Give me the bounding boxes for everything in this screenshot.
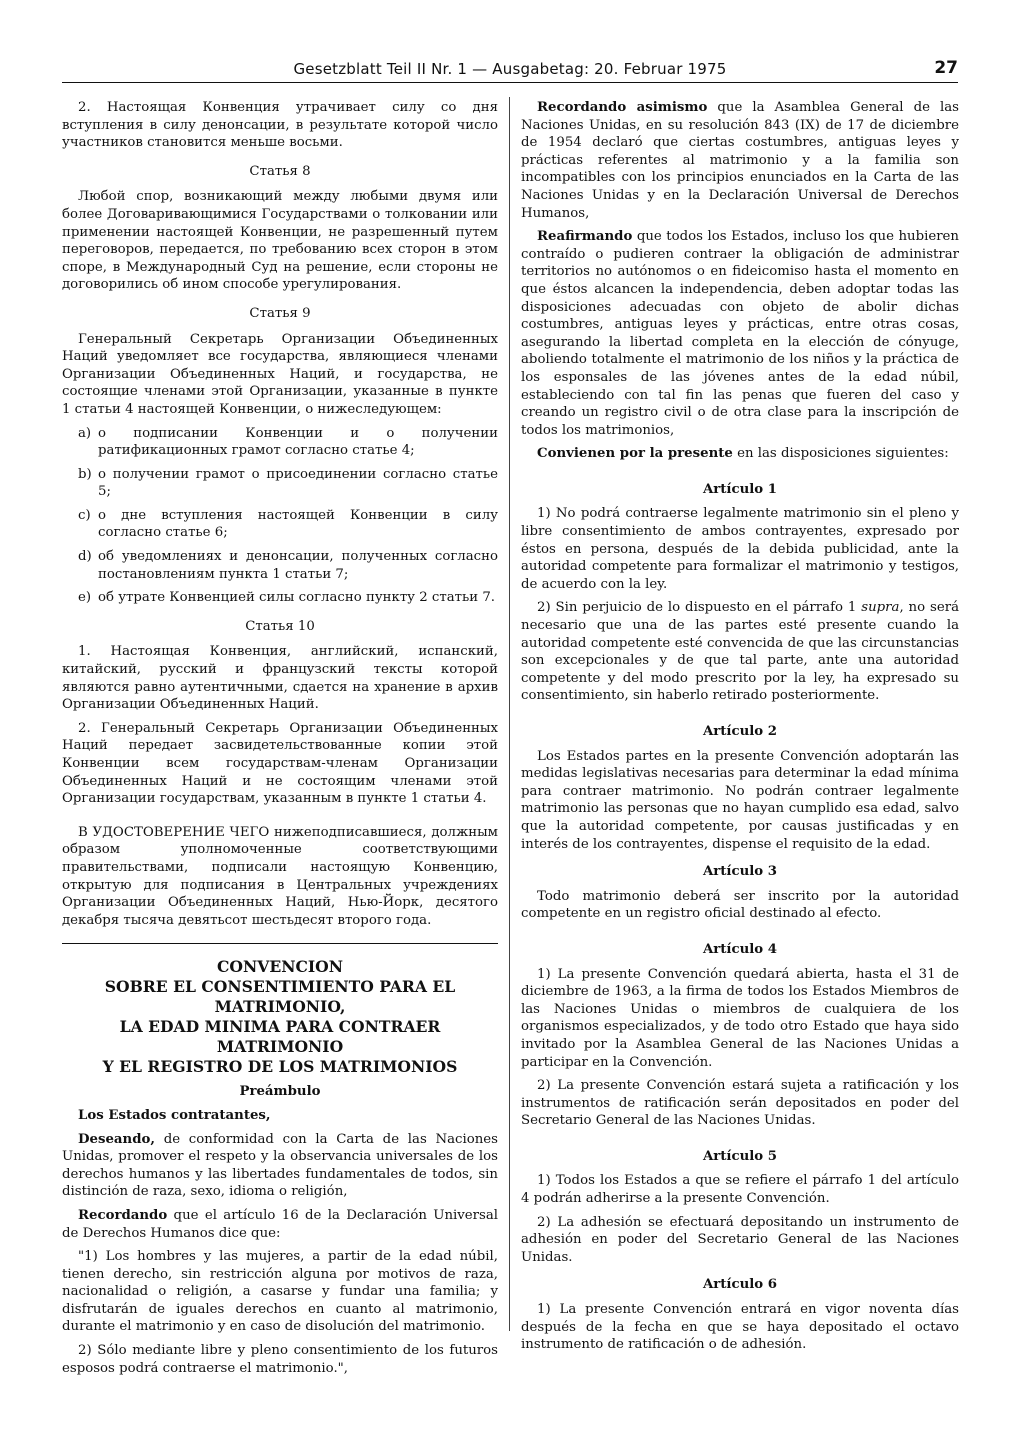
article-heading: Artículo 4 <box>702 941 778 957</box>
paragraph-text: en las disposiciones siguientes: <box>732 446 949 462</box>
convention-title <box>62 957 498 1077</box>
list-item <box>62 466 498 501</box>
paragraph-text: 2) Sin perjuicio de lo dispuesto en el párrafo 1 <box>537 600 862 616</box>
paragraph: 2. Настоящая Конвенция утрачивает силу со дня вступления в силу денонсации, в результате которой число участников становится меньше восьми. <box>62 100 498 151</box>
list-item <box>62 507 498 542</box>
bold-lead: Reafirmando <box>537 229 633 245</box>
list-item <box>62 589 498 607</box>
list-item <box>62 425 498 460</box>
paragraph-text: que todos los Estados, incluso los que hubieren contraído o pudieren contraer la obligación de administrar territorios no autónomos o en fideicomiso hasta el momento en que éstos alcancen la independencia, deben adoptar todas las disposiciones adecuadas con objeto de abolir dichas costumbres, antiguas leyes y prácticas, entre otras cosas, asegurando la libertad completa en la elección de cónyuge, aboliendo totalmente el matrimonio de los niños y la práctica de los esponsales de las jóvenes antes de la edad núbil, estableciendo con tal fin las penas que fueren del caso y creando un registro civil o de otra clase para la inscripción de todos los matrimonios, <box>521 229 959 438</box>
paragraph: Todo matrimonio deberá ser inscrito por la autoridad competente en un registro oficial destinado al efecto. <box>521 888 959 922</box>
paragraph: 1) La presente Convención entrará en vigor noventa días después de la fecha en que se haya depositado el octavo instrumento de ratificación o de adhesión. <box>521 1302 959 1353</box>
bold-lead: Convienen por la presente <box>537 446 733 462</box>
quote-paragraph: "1) Los hombres y las mujeres, a partir de la edad núbil, tienen derecho, sin restricción alguna por motivos de raza, nacionalidad o religión, a casarse y fundar una familia; y disfrutarán de iguales derechos en cuanto al matrimonio, durante el matrimonio y en caso de disolución del matrimonio. <box>62 1249 498 1335</box>
list-item-label: a) <box>78 425 92 441</box>
page-header <box>62 60 958 83</box>
list-item <box>62 548 498 583</box>
bold-lead: Recordando <box>78 1207 168 1223</box>
paragraph <box>521 99 959 222</box>
column-divider <box>509 97 510 1331</box>
bold-lead: Deseando, <box>78 1131 156 1147</box>
article-heading: Статья 9 <box>249 305 311 321</box>
states-bold: Los Estados contratantes, <box>78 1107 271 1123</box>
paragraph <box>62 1131 498 1201</box>
paragraph: Генеральный Секретарь Организации Объединенных Наций уведомляет все государства, являющиеся членами Организации Объединенных Наций, и государства, не состоящие членами этой Организации, указанные в пункте 1 статьи 4 настоящей Конвенции, о нижеследующем: <box>62 331 498 417</box>
page-number: 27 <box>934 58 958 78</box>
title-line: LA EDAD MINIMA PARA CONTRAER MATRIMONIO <box>119 1017 441 1057</box>
paragraph: 1) La presente Convención quedará abierta, hasta el 31 de diciembre de 1963, a la firma de todos los Estados Miembros de las Naciones Unidas o miembros de cualquiera de los organismos especializados, y de todo otro Estado que haya sido invitado por la Asamblea General de las Naciones Unidas a participar en la Convención. <box>521 966 959 1070</box>
paragraph: Los Estados partes en la presente Convención adoptarán las medidas legislativas necesarias para determinar la edad mínima para contraer matrimonio. No podrán contraer legalmente matrimonio las personas que no hayan cumplido esa edad, salvo que la autoridad competente, por causas justificadas y en interés de los contrayentes, dispense el requisito de la edad. <box>521 748 959 852</box>
preamble-heading: Preámbulo <box>239 1084 321 1100</box>
title-line: SOBRE EL CONSENTIMIENTO PARA EL <box>104 977 456 997</box>
paragraph: 1) No podrá contraerse legalmente matrimonio sin el pleno y libre consentimiento de ambos contrayentes, expresado por éstos en persona, después de la debida publicidad, ante la autoridad competente para formalizar el matrimonio y testigos, de acuerdo con la ley. <box>521 506 959 592</box>
paragraph <box>521 599 959 705</box>
article-heading: Статья 10 <box>245 618 315 634</box>
title-line: Y EL REGISTRO DE LOS MATRIMONIOS <box>102 1057 458 1077</box>
article-heading: Artículo 2 <box>702 724 778 739</box>
paragraph-text: de conformidad con la Carta de las Naciones Unidas, promover el respeto y la observancia universales de los derechos humanos y las libertades fundamentales de todos, sin distinción de raza, sexo, idioma o religión, <box>62 1131 498 1200</box>
list-item-label: d) <box>78 549 92 565</box>
witness-clause: В УДОСТОВЕРЕНИЕ ЧЕГО нижеподписавшиеся, должным образом уполномоченные соответствующими правительствами, подписали настоящую Конвенцию, открытую для подписания в Центральных учреждениях Организации Объединенных Наций, Нью-Йорк, десятого декабря тысяча девятьсот шестьдесят второго года. <box>62 824 498 928</box>
paragraph: 1. Настоящая Конвенция, английский, испанский, китайский, русский и французский тексты которой являются равно аутентичными, сдается на хранение в архив Организации Объединенных Наций. <box>62 644 498 713</box>
paragraph-text: , no será necesario que una de las partes esté presente cuando la autoridad competente esté convencida de que las circunstancias son excepcionales y de que tal parte, ante una autoridad competente y del modo prescrito por la ley, ha expresado su consentimiento, sin haberlo retirado posteriormente. <box>521 600 959 704</box>
title-line: MATRIMONIO, <box>214 997 346 1017</box>
list-item-text: о дне вступления настоящей Конвенции в силу согласно статье 6; <box>98 507 498 541</box>
article-heading: Artículo 3 <box>702 864 778 880</box>
list-item-text: о подписании Конвенции и о получении ратификационных грамот согласно статье 4; <box>98 425 498 459</box>
paragraph: 2) La adhesión se efectuará depositando un instrumento de adhesión en poder del Secretario General de las Naciones Unidas. <box>521 1214 959 1265</box>
paragraph-text: que el artículo 16 de la Declaración Universal de Derechos Humanos dice que: <box>62 1207 498 1241</box>
paragraph-text: que la Asamblea General de las Naciones Unidas, en su resolución 843 (IX) de 17 de diciembre de 1954 declaró que ciertas costumbres, antiguas leyes y prácticas referentes al matrimonio y a la familia son incompatibles con los principios enunciados en la Carta de las Naciones Unidas y en la Declaración Universal de Derechos Humanos, <box>521 100 959 221</box>
article-heading: Artículo 1 <box>702 481 778 497</box>
right-column <box>521 99 959 1360</box>
list-item-label: b) <box>78 466 92 482</box>
italic-term: supra <box>861 600 900 616</box>
list-item-label: e) <box>78 590 92 606</box>
paragraph: 2. Генеральный Секретарь Организации Объединенных Наций передает засвидетельствованные копии этой Конвенции всем государствам-членам Организации Объединенных Наций и не состоящим членами этой Организации государствам, указанным в пункте 1 статьи 4. <box>62 720 498 807</box>
article-heading: Artículo 5 <box>702 1148 778 1164</box>
section-separator <box>62 943 498 944</box>
list-item-text: об утрате Конвенцией силы согласно пункту 2 статьи 7. <box>98 590 496 606</box>
list-item-label: c) <box>78 507 91 523</box>
paragraph <box>521 228 959 439</box>
paragraph <box>521 445 959 463</box>
article-heading: Статья 8 <box>249 163 311 179</box>
list-item-text: о получении грамот о присоединении согласно статье 5; <box>98 466 498 500</box>
states-line <box>62 1107 498 1125</box>
paragraph: Любой спор, возникающий между любыми двумя или более Договаривающимися Государствами о толковании или применении настоящей Конвенции, не разрешенный путем переговоров, передается, по требованию всех сторон в этом споре, в Международный Суд на решение, если стороны не договорились об ином способе урегулирования. <box>62 189 498 293</box>
paragraph: 2) La presente Convención estará sujeta a ratificación y los instrumentos de ratificación serán depositados en poder del Secretario General de las Naciones Unidas. <box>521 1078 959 1129</box>
list-item-text: об уведомлениях и денонсации, полученных согласно постановлениям пункта 1 статьи 7; <box>98 549 498 582</box>
header-title: Gesetzblatt Teil II Nr. 1 — Ausgabetag: 20. Februar 1975 <box>293 60 727 78</box>
title-line: CONVENCION <box>216 957 344 977</box>
bold-lead: Recordando asimismo <box>537 100 708 115</box>
article-heading: Artículo 6 <box>702 1277 778 1293</box>
paragraph: 1) Todos los Estados a que se refiere el párrafo 1 del artículo 4 podrán adherirse a la presente Convención. <box>521 1173 959 1207</box>
quote-paragraph: 2) Sólo mediante libre y pleno consentimiento de los futuros esposos podrá contraerse el matrimonio.", <box>62 1343 498 1376</box>
left-column <box>62 99 498 1383</box>
paragraph <box>62 1207 498 1242</box>
